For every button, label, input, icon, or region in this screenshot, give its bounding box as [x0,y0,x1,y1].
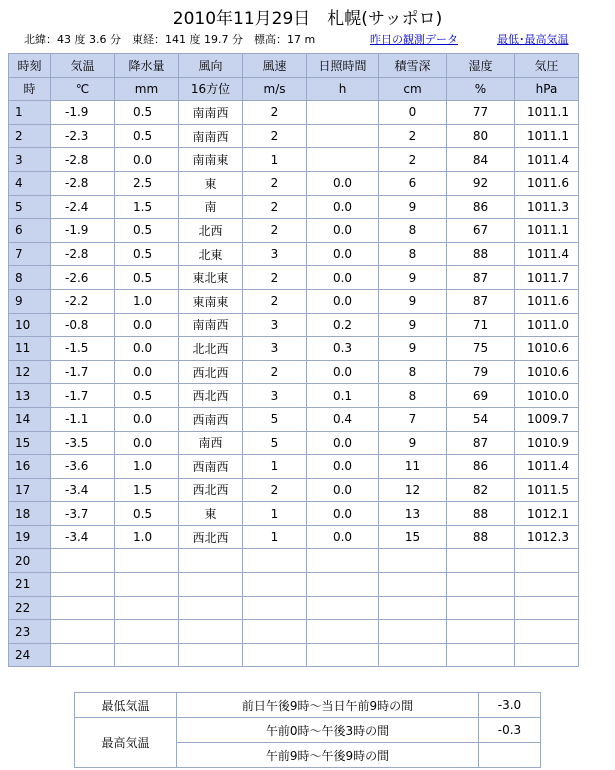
temperature-cell: -2.8 [51,148,115,172]
table-row [9,407,579,431]
pressure-cell: 1010.6 [515,360,579,384]
hour-cell: 10 [9,313,51,337]
table-row [9,596,579,620]
precipitation-cell: 0.0 [115,431,179,455]
precipitation-cell: 0.5 [115,101,179,125]
table-row [9,171,579,195]
humidity-cell: 67 [447,219,515,243]
precipitation-cell: 0.5 [115,384,179,408]
precipitation-cell: 0.5 [115,124,179,148]
wind-speed-cell: 2 [243,266,307,290]
wind-direction-cell: 西北西 [179,525,243,549]
pressure-cell: 1011.0 [515,313,579,337]
pressure-cell: 1011.3 [515,195,579,219]
pressure-cell: 1011.4 [515,455,579,479]
unit-header: h [307,77,379,101]
pressure-cell [515,620,579,644]
sunshine-cell: 0.3 [307,337,379,361]
temperature-cell: -1.5 [51,337,115,361]
table-row [9,431,579,455]
table-row [9,242,579,266]
wind-speed-cell: 2 [243,478,307,502]
precipitation-cell [115,549,179,573]
wind-direction-cell: 東 [179,502,243,526]
col-header: 湿度 [447,54,515,78]
wind-speed-cell: 5 [243,407,307,431]
header-row-labels [9,54,579,78]
precipitation-cell: 0.5 [115,266,179,290]
humidity-cell [447,596,515,620]
wind-speed-cell: 3 [243,242,307,266]
humidity-cell: 86 [447,455,515,479]
precipitation-cell [115,643,179,667]
pressure-cell: 1011.1 [515,219,579,243]
pressure-cell: 1012.3 [515,525,579,549]
unit-header: mm [115,77,179,101]
wind-direction-cell: 西南西 [179,407,243,431]
precipitation-cell: 1.5 [115,195,179,219]
table-row [9,313,579,337]
wind-speed-cell: 3 [243,337,307,361]
col-header: 日照時間 [307,54,379,78]
sunshine-cell: 0.0 [307,242,379,266]
humidity-cell [447,573,515,597]
pressure-cell: 1011.7 [515,266,579,290]
wind-direction-cell: 南西 [179,431,243,455]
sunshine-cell [307,101,379,125]
temperature-cell: -2.8 [51,171,115,195]
hour-cell: 7 [9,242,51,266]
temperature-cell [51,643,115,667]
snow-depth-cell: 9 [379,289,447,313]
wind-speed-cell [243,643,307,667]
temperature-cell: -2.8 [51,242,115,266]
col-header: 降水量 [115,54,179,78]
sunshine-cell: 0.0 [307,360,379,384]
snow-depth-cell: 11 [379,455,447,479]
table-row [9,195,579,219]
hour-cell: 1 [9,101,51,125]
snow-depth-cell: 8 [379,219,447,243]
wind-speed-cell: 2 [243,219,307,243]
temperature-cell: -2.2 [51,289,115,313]
col-header: 積雪深 [379,54,447,78]
wind-speed-cell: 2 [243,171,307,195]
snow-depth-cell [379,643,447,667]
sunshine-cell: 0.2 [307,313,379,337]
humidity-cell: 79 [447,360,515,384]
max-temp-period: 午前9時～午後9時の間 [177,743,479,768]
wind-speed-cell: 1 [243,525,307,549]
humidity-cell: 88 [447,502,515,526]
wind-speed-cell: 3 [243,384,307,408]
temperature-cell [51,596,115,620]
hour-cell: 8 [9,266,51,290]
hour-cell: 21 [9,573,51,597]
hour-cell: 6 [9,219,51,243]
temperature-cell: -3.4 [51,478,115,502]
precipitation-cell: 0.0 [115,360,179,384]
pressure-cell: 1010.9 [515,431,579,455]
temperature-cell: -3.7 [51,502,115,526]
precipitation-cell [115,596,179,620]
wind-direction-cell: 東南東 [179,289,243,313]
temperature-cell: -1.1 [51,407,115,431]
hour-cell: 22 [9,596,51,620]
pressure-cell: 1011.1 [515,124,579,148]
table-row [9,360,579,384]
snow-depth-cell: 9 [379,431,447,455]
table-row [9,124,579,148]
wind-speed-cell: 2 [243,124,307,148]
sunshine-cell [307,124,379,148]
table-row [9,502,579,526]
hour-cell: 18 [9,502,51,526]
temperature-cell [51,549,115,573]
col-header: 気圧 [515,54,579,78]
precipitation-cell: 2.5 [115,171,179,195]
unit-header: hPa [515,77,579,101]
temperature-cell: -3.4 [51,525,115,549]
pressure-cell: 1012.1 [515,502,579,526]
snow-depth-cell [379,620,447,644]
sunshine-cell: 0.0 [307,455,379,479]
table-row [9,219,579,243]
precipitation-cell: 0.5 [115,219,179,243]
wind-direction-cell: 東 [179,171,243,195]
humidity-cell: 82 [447,478,515,502]
wind-direction-cell: 西北西 [179,360,243,384]
humidity-cell: 87 [447,266,515,290]
max-temp-label: 最高気温 [75,718,177,768]
temperature-cell: -1.7 [51,360,115,384]
temperature-cell: -1.7 [51,384,115,408]
snow-depth-cell [379,549,447,573]
humidity-cell [447,620,515,644]
snow-depth-cell [379,596,447,620]
snow-depth-cell: 9 [379,266,447,290]
unit-header: % [447,77,515,101]
max-temp-value: -0.3 [479,718,541,743]
wind-direction-cell: 南南西 [179,124,243,148]
humidity-cell: 84 [447,148,515,172]
humidity-cell: 92 [447,171,515,195]
pressure-cell: 1011.6 [515,171,579,195]
sunshine-cell: 0.0 [307,195,379,219]
temperature-cell [51,573,115,597]
humidity-cell: 77 [447,101,515,125]
hour-cell: 11 [9,337,51,361]
sunshine-cell [307,620,379,644]
snow-depth-cell: 0 [379,101,447,125]
wind-direction-cell: 東北東 [179,266,243,290]
pressure-cell: 1010.6 [515,337,579,361]
pressure-cell [515,549,579,573]
pressure-cell [515,643,579,667]
wind-speed-cell: 2 [243,289,307,313]
hour-cell: 15 [9,431,51,455]
wind-direction-cell: 北東 [179,242,243,266]
wind-speed-cell: 5 [243,431,307,455]
temperature-cell [51,620,115,644]
sunshine-cell [307,549,379,573]
humidity-cell [447,549,515,573]
sunshine-cell: 0.0 [307,478,379,502]
wind-direction-cell: 西北西 [179,478,243,502]
table-row [9,289,579,313]
unit-header: 時 [9,77,51,101]
snow-depth-cell: 15 [379,525,447,549]
unit-header: cm [379,77,447,101]
humidity-cell: 71 [447,313,515,337]
humidity-cell: 75 [447,337,515,361]
wind-direction-cell: 北北西 [179,337,243,361]
precipitation-cell: 1.0 [115,525,179,549]
pressure-cell: 1010.0 [515,384,579,408]
table-row [9,525,579,549]
wind-speed-cell [243,596,307,620]
snow-depth-cell: 6 [379,171,447,195]
col-header: 風向 [179,54,243,78]
wind-direction-cell: 北西 [179,219,243,243]
table-row [9,455,579,479]
snow-depth-cell: 2 [379,148,447,172]
unit-header: m/s [243,77,307,101]
sunshine-cell [307,596,379,620]
snow-depth-cell: 8 [379,384,447,408]
precipitation-cell: 0.5 [115,502,179,526]
temperature-cell: -2.6 [51,266,115,290]
col-header: 風速 [243,54,307,78]
wind-speed-cell: 3 [243,313,307,337]
sunshine-cell: 0.1 [307,384,379,408]
temperature-cell: -1.9 [51,219,115,243]
precipitation-cell: 0.5 [115,242,179,266]
wind-direction-cell: 南南西 [179,101,243,125]
sunshine-cell: 0.0 [307,431,379,455]
humidity-cell: 87 [447,289,515,313]
max-temp-value [479,743,541,768]
precipitation-cell: 0.0 [115,337,179,361]
header-row-units [9,77,579,101]
sunshine-cell: 0.0 [307,171,379,195]
hour-cell: 24 [9,643,51,667]
hour-cell: 3 [9,148,51,172]
snow-depth-cell: 9 [379,337,447,361]
pressure-cell: 1011.6 [515,289,579,313]
temperature-cell: -3.5 [51,431,115,455]
snow-depth-cell: 8 [379,360,447,384]
temperature-cell: -2.3 [51,124,115,148]
precipitation-cell: 1.5 [115,478,179,502]
precipitation-cell: 1.0 [115,455,179,479]
precipitation-cell: 0.0 [115,148,179,172]
precipitation-cell: 0.0 [115,313,179,337]
hour-cell: 4 [9,171,51,195]
wind-speed-cell [243,573,307,597]
unit-header: ℃ [51,77,115,101]
snow-depth-cell: 13 [379,502,447,526]
hour-cell: 13 [9,384,51,408]
min-temp-value: -3.0 [479,693,541,718]
table-row [9,101,579,125]
sunshine-cell [307,643,379,667]
snow-depth-cell: 12 [379,478,447,502]
temperature-cell: -1.9 [51,101,115,125]
snow-depth-cell: 2 [379,124,447,148]
hour-cell: 9 [9,289,51,313]
hour-cell: 17 [9,478,51,502]
humidity-cell: 54 [447,407,515,431]
min-temp-label: 最低気温 [75,693,177,718]
snow-depth-cell [379,573,447,597]
wind-speed-cell: 1 [243,148,307,172]
pressure-cell: 1011.4 [515,242,579,266]
wind-speed-cell: 1 [243,502,307,526]
wind-direction-cell: 南南西 [179,313,243,337]
sunshine-cell: 0.0 [307,219,379,243]
wind-speed-cell: 2 [243,360,307,384]
wind-speed-cell: 2 [243,195,307,219]
pressure-cell: 1011.1 [515,101,579,125]
table-row [9,478,579,502]
humidity-cell: 88 [447,242,515,266]
sunshine-cell: 0.0 [307,289,379,313]
sunshine-cell [307,573,379,597]
hour-cell: 16 [9,455,51,479]
sunshine-cell: 0.0 [307,502,379,526]
sunshine-cell [307,148,379,172]
min-max-temp-link[interactable]: 最低･最高気温 [497,33,569,46]
hour-cell: 19 [9,525,51,549]
table-row [9,643,579,667]
col-header: 時刻 [9,54,51,78]
page-title: 2010年11月29日 札幌(サッポロ) [172,9,443,29]
wind-direction-cell: 西南西 [179,455,243,479]
temperature-cell: -3.6 [51,455,115,479]
wind-direction-cell [179,596,243,620]
sunshine-cell: 0.0 [307,266,379,290]
precipitation-cell: 1.0 [115,289,179,313]
humidity-cell: 86 [447,195,515,219]
pressure-cell: 1009.7 [515,407,579,431]
wind-speed-cell [243,549,307,573]
wind-direction-cell [179,573,243,597]
sunshine-cell: 0.0 [307,525,379,549]
hour-cell: 2 [9,124,51,148]
precipitation-cell: 0.0 [115,407,179,431]
max-temp-period: 午前0時～午後3時の間 [177,718,479,743]
wind-direction-cell: 西北西 [179,384,243,408]
unit-header: 16方位 [179,77,243,101]
humidity-cell [447,643,515,667]
pressure-cell [515,596,579,620]
table-row [9,337,579,361]
table-row [9,549,579,573]
col-header: 気温 [51,54,115,78]
humidity-cell: 87 [447,431,515,455]
hourly-observation-table [8,53,579,667]
wind-direction-cell [179,549,243,573]
table-row [9,384,579,408]
wind-speed-cell: 2 [243,101,307,125]
hour-cell: 14 [9,407,51,431]
table-row [9,620,579,644]
hour-cell: 5 [9,195,51,219]
temperature-cell: -2.4 [51,195,115,219]
precipitation-cell [115,620,179,644]
humidity-cell: 69 [447,384,515,408]
min-temp-period: 前日午後9時～当日午前9時の間 [177,693,479,718]
hour-cell: 12 [9,360,51,384]
snow-depth-cell: 8 [379,242,447,266]
pressure-cell: 1011.4 [515,148,579,172]
precipitation-cell [115,573,179,597]
humidity-cell: 80 [447,124,515,148]
hour-cell: 23 [9,620,51,644]
pressure-cell: 1011.5 [515,478,579,502]
wind-speed-cell [243,620,307,644]
yesterday-data-link[interactable]: 昨日の観測データ [370,33,458,46]
wind-direction-cell: 南南東 [179,148,243,172]
table-row [9,573,579,597]
min-max-summary-table [74,692,541,768]
wind-direction-cell: 南 [179,195,243,219]
pressure-cell [515,573,579,597]
sunshine-cell: 0.4 [307,407,379,431]
snow-depth-cell: 9 [379,313,447,337]
wind-direction-cell [179,620,243,644]
hour-cell: 20 [9,549,51,573]
wind-speed-cell: 1 [243,455,307,479]
temperature-cell: -0.8 [51,313,115,337]
snow-depth-cell: 7 [379,407,447,431]
humidity-cell: 88 [447,525,515,549]
table-row [9,266,579,290]
table-row [9,148,579,172]
station-coordinates: 北緯：43 度 3.6 分 東経：141 度 19.7 分 標高：17 m [24,33,316,46]
wind-direction-cell [179,643,243,667]
snow-depth-cell: 9 [379,195,447,219]
